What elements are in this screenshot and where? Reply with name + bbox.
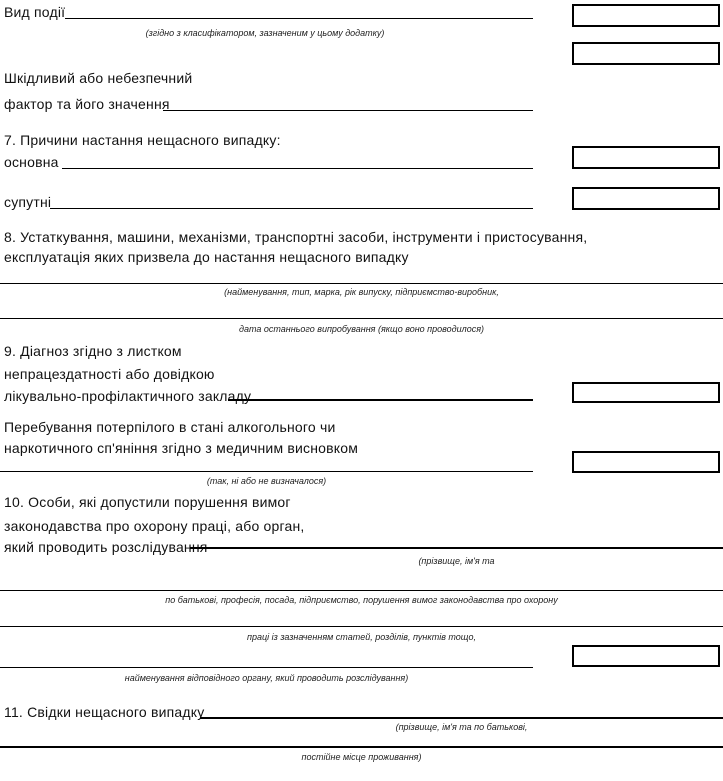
secondary-cause-label: супутні bbox=[4, 194, 52, 210]
violators-blank-2[interactable] bbox=[0, 576, 723, 591]
section8-title-line2: експлуатація яких призвела до настання нещасного випадку bbox=[4, 249, 409, 265]
code-box-violators[interactable] bbox=[572, 645, 720, 667]
violators-caption-2: по батькові, професія, посада, підприємство, порушення вимог законодавства про охорону bbox=[165, 595, 558, 605]
violators-caption-3: праці із зазначенням статей, розділів, пунктів тощо, bbox=[247, 632, 476, 642]
code-box-diagnosis[interactable] bbox=[572, 382, 720, 403]
equipment-blank-1[interactable] bbox=[0, 268, 723, 284]
witnesses-caption-1: (прізвище, ім'я та по батькові, bbox=[395, 722, 528, 732]
section9-title-line2: непрацездатності або довідкою bbox=[4, 366, 215, 382]
code-box-intoxication[interactable] bbox=[572, 451, 720, 473]
intoxication-label-line1: Перебування потерпілого в стані алкогольного чи bbox=[4, 419, 336, 435]
section10-title-line1: 10. Особи, які допустили порушення вимог bbox=[4, 494, 291, 510]
violators-caption-1: (прізвище, ім'я та bbox=[418, 556, 495, 566]
section10-title-line3: який проводить розслідування bbox=[4, 539, 208, 555]
equipment-blank-2[interactable] bbox=[0, 303, 723, 319]
section10-title-line2: законодавства про охорону праці, або орган, bbox=[4, 518, 305, 534]
harmful-factor-label-line1: Шкідливий або небезпечний bbox=[4, 70, 193, 86]
section8-title-line1: 8. Устаткування, машини, механізми, транспортні засоби, інструменти і пристосування, bbox=[4, 229, 588, 245]
violators-caption-4: найменування відповідного органу, який проводить розслідування) bbox=[124, 673, 409, 683]
witnesses-blank-2[interactable] bbox=[0, 733, 723, 748]
intoxication-label-line2: наркотичного сп'яніння згідно з медичним висновком bbox=[4, 440, 359, 456]
diagnosis-blank[interactable] bbox=[228, 385, 533, 401]
code-box-main-cause[interactable] bbox=[572, 146, 720, 169]
section11-title: 11. Свідки нещасного випадку bbox=[4, 704, 205, 720]
code-box-secondary-cause[interactable] bbox=[572, 187, 720, 210]
intoxication-blank[interactable] bbox=[0, 457, 533, 472]
harmful-factor-label-line2: фактор та його значення bbox=[4, 96, 170, 112]
violators-blank-3[interactable] bbox=[0, 612, 723, 627]
violators-blank-1[interactable] bbox=[190, 535, 723, 549]
witnesses-caption-2: постійне місце проживання) bbox=[301, 752, 422, 762]
equipment-caption-2: дата останнього випробування (якщо воно проводилося) bbox=[238, 324, 485, 334]
section7-title: 7. Причини настання нещасного випадку: bbox=[4, 132, 281, 148]
harmful-factor-blank[interactable] bbox=[163, 95, 533, 111]
event-type-blank[interactable] bbox=[65, 3, 533, 19]
code-box-factor[interactable] bbox=[572, 42, 720, 65]
event-type-caption: (згідно з класифікатором, зазначеним у цьому додатку) bbox=[145, 28, 385, 38]
secondary-cause-blank[interactable] bbox=[50, 193, 533, 209]
equipment-caption-1: (найменування, тип, марка, рік випуску, підприємство-виробник, bbox=[224, 287, 499, 297]
main-cause-blank[interactable] bbox=[62, 153, 533, 169]
intoxication-caption: (так, ні або не визначалося) bbox=[206, 476, 327, 486]
violators-blank-4[interactable] bbox=[0, 653, 533, 668]
code-box-event-type[interactable] bbox=[572, 4, 720, 27]
witnesses-blank-1[interactable] bbox=[200, 704, 723, 719]
main-cause-label: основна bbox=[4, 154, 59, 170]
section9-title-line3: лікувально-профілактичного закладу bbox=[4, 388, 252, 404]
section9-title-line1: 9. Діагноз згідно з листком bbox=[4, 343, 182, 359]
event-type-label: Вид події bbox=[4, 4, 66, 20]
